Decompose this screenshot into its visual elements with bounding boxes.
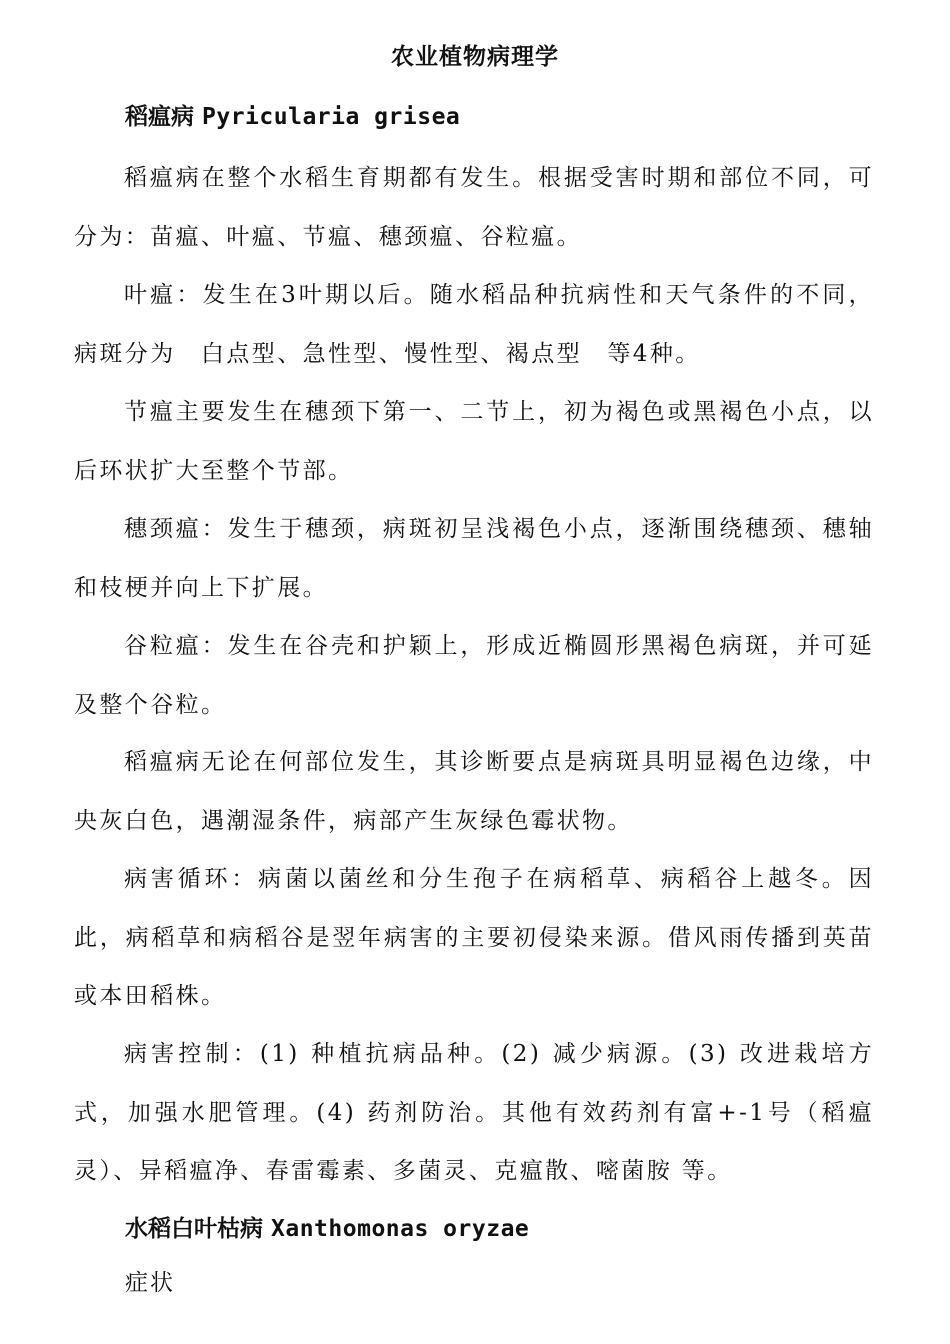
section-heading-cn: 水稻白叶枯病 — [125, 1215, 263, 1242]
document-title: 农业植物病理学 — [391, 43, 559, 70]
paragraph-overview: 稻瘟病在整个水稻生育期都有发生。根据受害时期和部位不同，可分为：苗瘟、叶瘟、节瘟、穗颈瘟、谷粒瘟。 — [74, 165, 874, 250]
section-heading-rice-blast — [125, 100, 460, 134]
paragraph-disease-cycle: 病害循环：病菌以菌丝和分生孢子在病稻草、病稻谷上越冬。因此，病稻草和病稻谷是翌年病害的主要初侵染来源。借风雨传播到英苗或本田稻株。 — [74, 866, 874, 1009]
paragraph-grain-blast: 谷粒瘟：发生在谷壳和护颖上，形成近椭圆形黑褐色病斑，并可延及整个谷粒。 — [74, 633, 874, 718]
paragraph-disease-control: 病害控制：(1) 种植抗病品种。(2) 减少病源。(3) 改进栽培方式，加强水肥管理。(4) 药剂防治。其他有效药剂有富+-1号（稻瘟灵）、异稻瘟净、春雷霉素、多菌灵、克瘟散、嘧菌胺 等。 — [74, 1041, 874, 1184]
section-heading-latin: Xanthomonas oryzae — [271, 1216, 530, 1242]
section-heading-latin: Pyricularia grisea — [202, 104, 461, 130]
paragraph-node-blast: 节瘟主要发生在穗颈下第一、二节上，初为褐色或黑褐色小点，以后环状扩大至整个节部。 — [74, 399, 874, 484]
paragraph-neck-blast: 穗颈瘟：发生于穗颈，病斑初呈浅褐色小点，逐渐围绕穗颈、穗轴和枝梗并向上下扩展。 — [74, 516, 874, 601]
section-heading-cn: 稻瘟病 — [125, 103, 194, 130]
paragraph-diagnosis: 稻瘟病无论在何部位发生，其诊断要点是病斑具明显褐色边缘，中央灰白色，遇潮湿条件，病部产生灰绿色霉状物。 — [74, 749, 874, 834]
subheading-symptoms: 症状 — [125, 1270, 175, 1296]
section-heading-bacterial-blight — [125, 1212, 529, 1246]
paragraph-leaf-blast: 叶瘟：发生在3叶期以后。随水稻品种抗病性和天气条件的不同，病斑分为 白点型、急性型、慢性型、褐点型 等4种。 — [74, 282, 874, 367]
